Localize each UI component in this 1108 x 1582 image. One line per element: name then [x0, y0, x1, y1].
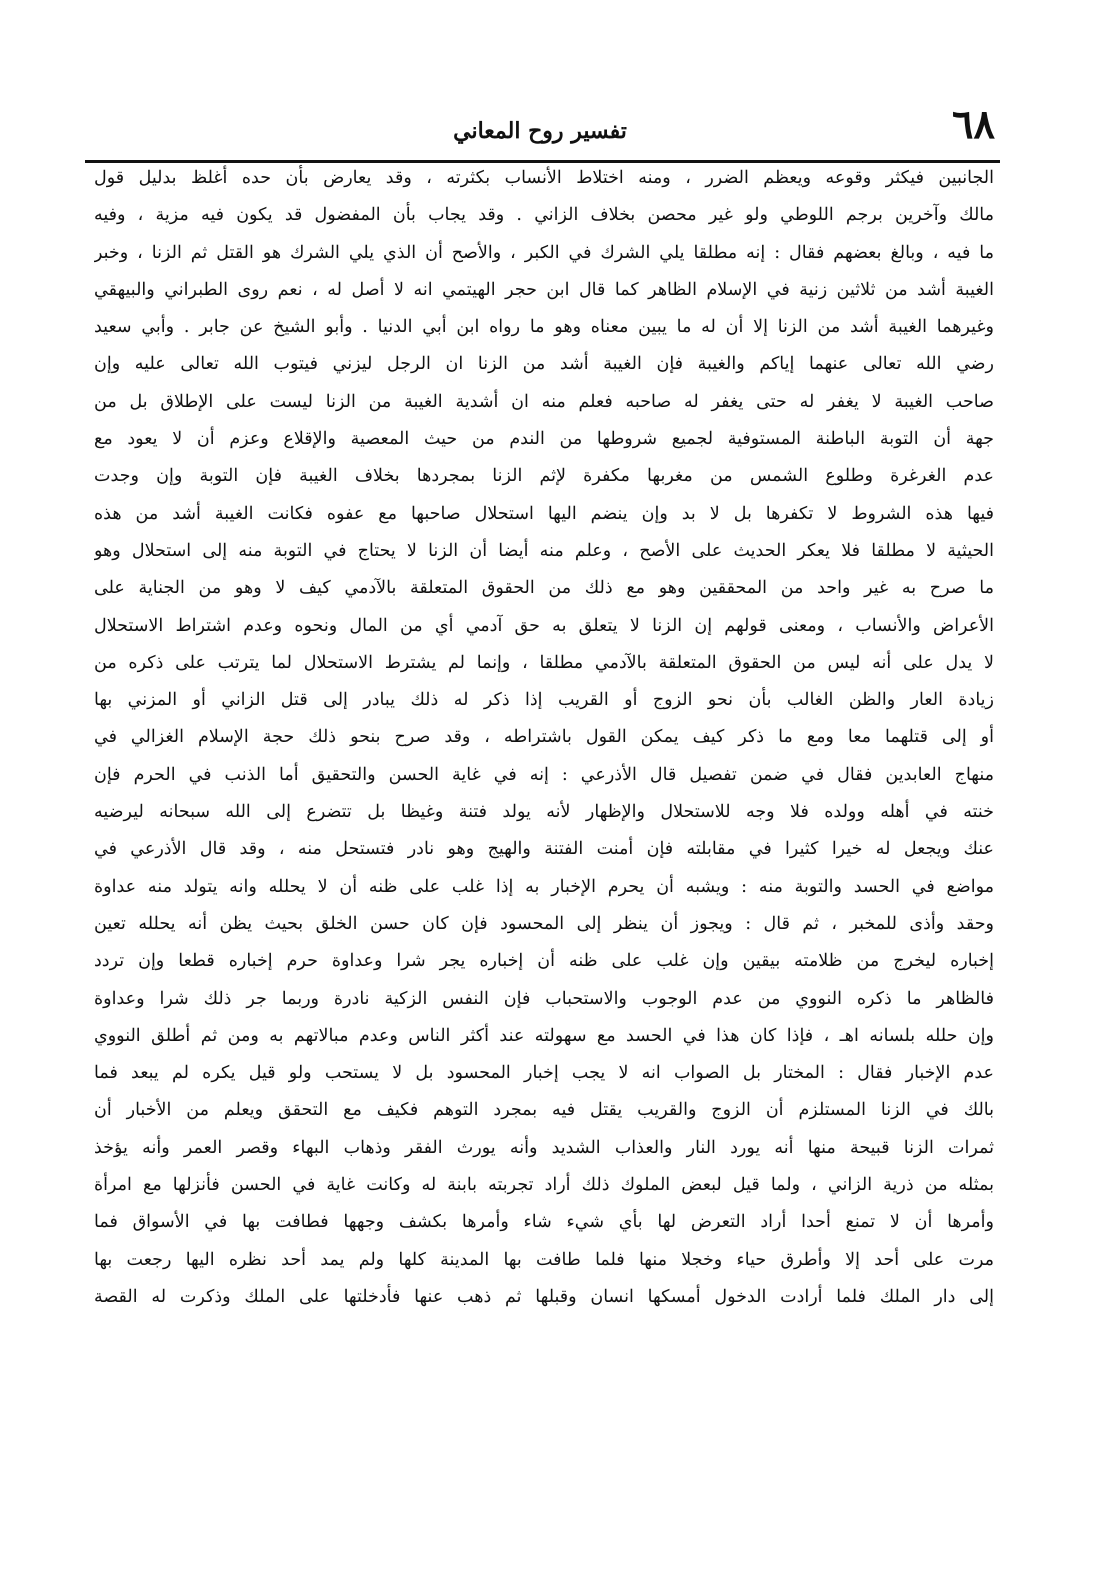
text-line: الغيبة أشد من ثلاثين زنية في الإسلام الظاهر كما قال ابن حجر الهيتمي انه لا أصل له ، نعم روى الطبراني والبيهقي — [94, 279, 994, 300]
text-line: الأعراض والأنساب ، ومعنى قولهم إن الزنا لا يتعلق به حق آدمي أي من المال ونحوه وعدم اشتراط الاستحلال — [94, 615, 994, 636]
text-line: مواضع في الحسد والتوبة منه : ويشبه أن يحرم الإخبار به إذا غلب على ظنه أن لا يحلله وانه يتولد منه عداوة — [94, 876, 994, 897]
text-line: بمثله من ذرية الزاني ، ولما قيل لبعض الملوك ذلك أراد تجربته بابنة له وكانت غاية في الحسن فأنزلها مع امرأة — [94, 1175, 994, 1196]
text-line: ثمرات الزنا قبيحة منها أنه يورد النار والعذاب الشديد وأنه يورث الفقر وذهاب البهاء وقصر العمر وأنه يؤخذ — [94, 1137, 994, 1158]
text-line: الحيثية لا مطلقا فلا يعكر الحديث على الأصح ، وعلم منه أيضا أن الزنا لا يحتاج في التوبة منه إلى استحلال وهو — [94, 540, 994, 561]
text-line: وحقد وأذى للمخبر ، ثم قال : ويجوز أن ينظر إلى المحسود فإن كان حسن الخلق بحيث يظن أنه يحلله تعين — [94, 913, 994, 934]
body-text — [94, 160, 994, 1316]
text-line: وغيرهما الغيبة أشد من الزنا إلا أن له ما يبين معناه وهو ما رواه ابن أبي الدنيا . وأبو الشيخ عن جابر . وأبي سعيد — [94, 317, 994, 338]
text-line: منهاج العابدين فقال في ضمن تفصيل قال الأذرعي : إنه في غاية الحسن والتحقيق أما الذنب في الحرم فإن — [94, 764, 994, 785]
page-number: ٦٨ — [952, 101, 995, 148]
text-line: رضي الله تعالى عنهما إياكم والغيبة فإن الغيبة أشد من الزنا ان الرجل ليزني فيتوب الله تعالى عليه وإن — [94, 354, 994, 375]
text-line: عنك ويجعل له خيرا كثيرا في مقابلته فإن أمنت الفتنة والهيج وهو نادر فتستحل منه ، وقد قال الأذرعي في — [94, 839, 994, 860]
text-line: وأمرها أن لا تمنع أحدا أراد التعرض لها بأي شيء شاء وأمرها بكشف وجهها فطافت بها في الأسواق فما — [94, 1212, 994, 1233]
text-line: وإن حلله بلسانه اهـ ، فإذا كان هذا في الحسد مع سهولته عند أكثر الناس وعدم مبالاتهم به ومن ثم أطلق النووي — [94, 1025, 994, 1046]
text-line: مالك وآخرين برجم اللوطي ولو غير محصن بخلاف الزاني . وقد يجاب بأن المفضول قد يكون فيه مزية ، وفيه — [94, 205, 994, 226]
text-line: أو إلى قتلهما معا ومع ما ذكر كيف يمكن القول باشتراطه ، وقد صرح بنحو ذلك حجة الإسلام الغزالي في — [94, 727, 994, 748]
text-line: خنته في أهله وولده فلا وجه للاستحلال والإظهار لأنه يولد فتنة وغيظا بل تتضرع إلى الله سبحانه ليرضيه — [94, 802, 994, 823]
page-header — [85, 100, 995, 156]
text-line: جهة أن التوبة الباطنة المستوفية لجميع شروطها من الندم من حيث المعصية والإقلاع وعزم أن لا يعود مع — [94, 429, 994, 450]
text-line: بالك في الزنا المستلزم أن الزوج والقريب يقتل فيه بمجرد التوهم فكيف مع التحقق ويعلم من الأخبار أن — [94, 1100, 994, 1121]
text-line: فيها هذه الشروط لا تكفرها بل لا بد وإن ينضم اليها استحلال صاحبها مع عفوه فكانت الغيبة أشد من هذه — [94, 503, 994, 524]
running-title: تفسير روح المعاني — [453, 118, 627, 144]
text-line: عدم الإخبار فقال : المختار بل الصواب انه لا يجب إخبار المحسود بل لا يستحب ولو قيل يكره لم يبعد فما — [94, 1063, 994, 1084]
text-line: الجانبين فيكثر وقوعه ويعظم الضرر ، ومنه اختلاط الأنساب بكثرته ، وقد يعارض بأن حده أغلظ بدليل قول — [94, 168, 994, 188]
text-line: زيادة العار والظن الغالب بأن نحو الزوج أو القريب إذا ذكر له ذلك يبادر إلى قتل الزاني أو المزني بها — [94, 690, 994, 711]
text-line: ما صرح به غير واحد من المحققين وهو مع ذلك من الحقوق المتعلقة بالآدمي كيف لا وهو من الجناية على — [94, 578, 994, 599]
text-line: إخباره ليخرج من ظلامته بيقين وإن غلب على ظنه أن إخباره يجر شرا وعداوة حرم إخباره قطعا وإن تردد — [94, 951, 994, 972]
text-line: فالظاهر ما ذكره النووي من عدم الوجوب والاستحباب فإن النفس الزكية نادرة وربما جر ذلك شرا وعداوة — [94, 988, 994, 1009]
text-line: لا يدل على أنه ليس من الحقوق المتعلقة بالآدمي مطلقا ، وإنما لم يشترط الاستحلال لما يترتب على ذكره من — [94, 652, 994, 673]
text-line: إلى دار الملك فلما أرادت الدخول أمسكها انسان وقبلها ثم ذهب عنها فأدخلتها على الملك وذكرت له القصة — [94, 1286, 994, 1307]
text-line: صاحب الغيبة لا يغفر له حتى يغفر له صاحبه فعلم منه ان أشدية الغيبة من الزنا ليست على الإطلاق بل من — [94, 391, 994, 412]
text-line: ما فيه ، وبالغ بعضهم فقال : إنه مطلقا يلي الشرك في الكبر ، والأصح أن الذي يلي الشرك هو القتل ثم الزنا ، وخبر — [94, 242, 994, 263]
text-line: عدم الغرغرة وطلوع الشمس من مغربها مكفرة لإثم الزنا بمجردها بخلاف الغيبة فإن التوبة وإن وجدت — [94, 466, 994, 487]
text-line: مرت على أحد إلا وأطرق حياء وخجلا منها فلما طافت بها المدينة كلها ولم يمد أحد نظره اليها رجعت بها — [94, 1249, 994, 1270]
